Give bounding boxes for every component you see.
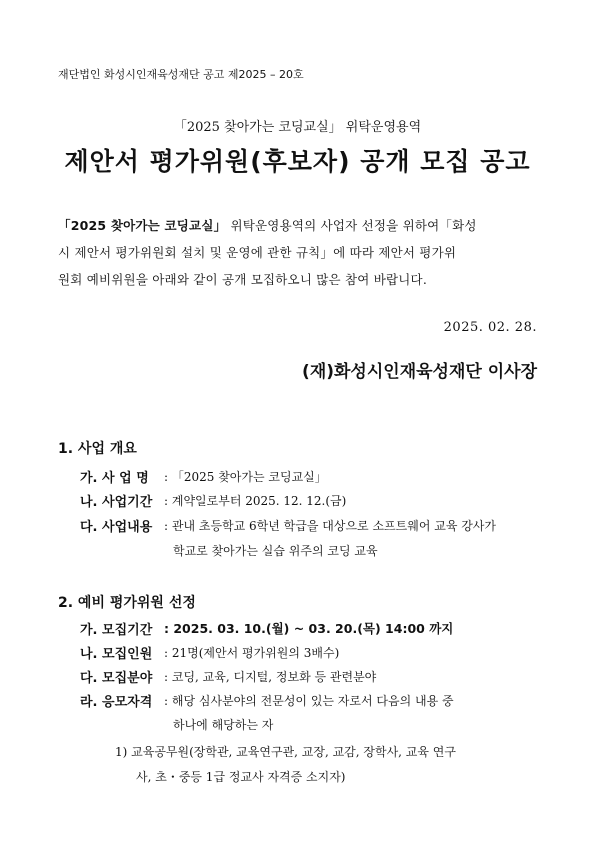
item-value: : 코딩, 교육, 디지털, 정보화 등 관련분야 bbox=[164, 670, 377, 684]
intro-paragraph-line: 시 제안서 평가위원회 설치 및 운영에 관한 규칙」에 따라 제안서 평가위 bbox=[58, 245, 457, 260]
intro-paragraph-line: 원회 예비위원을 아래와 같이 공개 모집하오니 많은 참여 바랍니다. bbox=[58, 272, 427, 287]
sub-item-continued: 사, 초・중등 1급 정교사 자격증 소지자) bbox=[136, 770, 346, 784]
item-value: : 계약일로부터 2025. 12. 12.(금) bbox=[164, 494, 347, 508]
page-title: 제안서 평가위원(후보자) 공개 모집 공고 bbox=[64, 147, 531, 176]
item-value-continued: 학교로 찾아가는 실습 위주의 코딩 교육 bbox=[173, 544, 378, 558]
item-value: : 2025. 03. 10.(월) ~ 03. 20.(목) 14:00 까지 bbox=[164, 621, 454, 636]
item-label: 가. 사 업 명 bbox=[80, 471, 149, 486]
item-value: : 해당 심사분야의 전문성이 있는 자로서 다음의 내용 중 bbox=[164, 694, 454, 708]
item-label: 다. 사업내용 bbox=[80, 520, 153, 535]
item-label: 나. 모집인원 bbox=[80, 647, 153, 662]
item-value: : 「2025 찾아가는 코딩교실」 bbox=[164, 470, 327, 484]
item-label: 나. 사업기간 bbox=[80, 495, 153, 510]
section-title: 2. 예비 평가위원 선정 bbox=[58, 595, 196, 611]
item-value: : 21명(제안서 평가위원의 3배수) bbox=[164, 646, 340, 660]
notice-number: 재단법인 화성시인재육성재단 공고 제2025 – 20호 bbox=[58, 68, 304, 81]
intro-emphasis: 「2025 찾아가는 코딩교실」 bbox=[58, 218, 227, 233]
item-label: 다. 모집분야 bbox=[80, 671, 153, 686]
sub-item: 1) 교육공무원(장학관, 교육연구관, 교장, 교감, 장학사, 교육 연구 bbox=[115, 745, 456, 759]
notice-subtitle: 「2025 찾아가는 코딩교실」 위탁운영용역 bbox=[173, 120, 422, 135]
notice-date: 2025. 02. 28. bbox=[443, 320, 537, 335]
signer: (재)화성시인재육성재단 이사장 bbox=[302, 362, 537, 382]
intro-line-text: 위탁운영용역의 사업자 선정을 위하여「화성 bbox=[230, 218, 477, 233]
intro-paragraph-line bbox=[58, 216, 477, 234]
item-label: 가. 모집기간 bbox=[80, 623, 153, 638]
item-label: 라. 응모자격 bbox=[80, 695, 153, 710]
item-value: : 관내 초등학교 6학년 학급을 대상으로 소프트웨어 교육 강사가 bbox=[164, 519, 496, 533]
section-title: 1. 사업 개요 bbox=[58, 441, 137, 457]
item-value-continued: 하나에 해당하는 자 bbox=[173, 718, 274, 732]
